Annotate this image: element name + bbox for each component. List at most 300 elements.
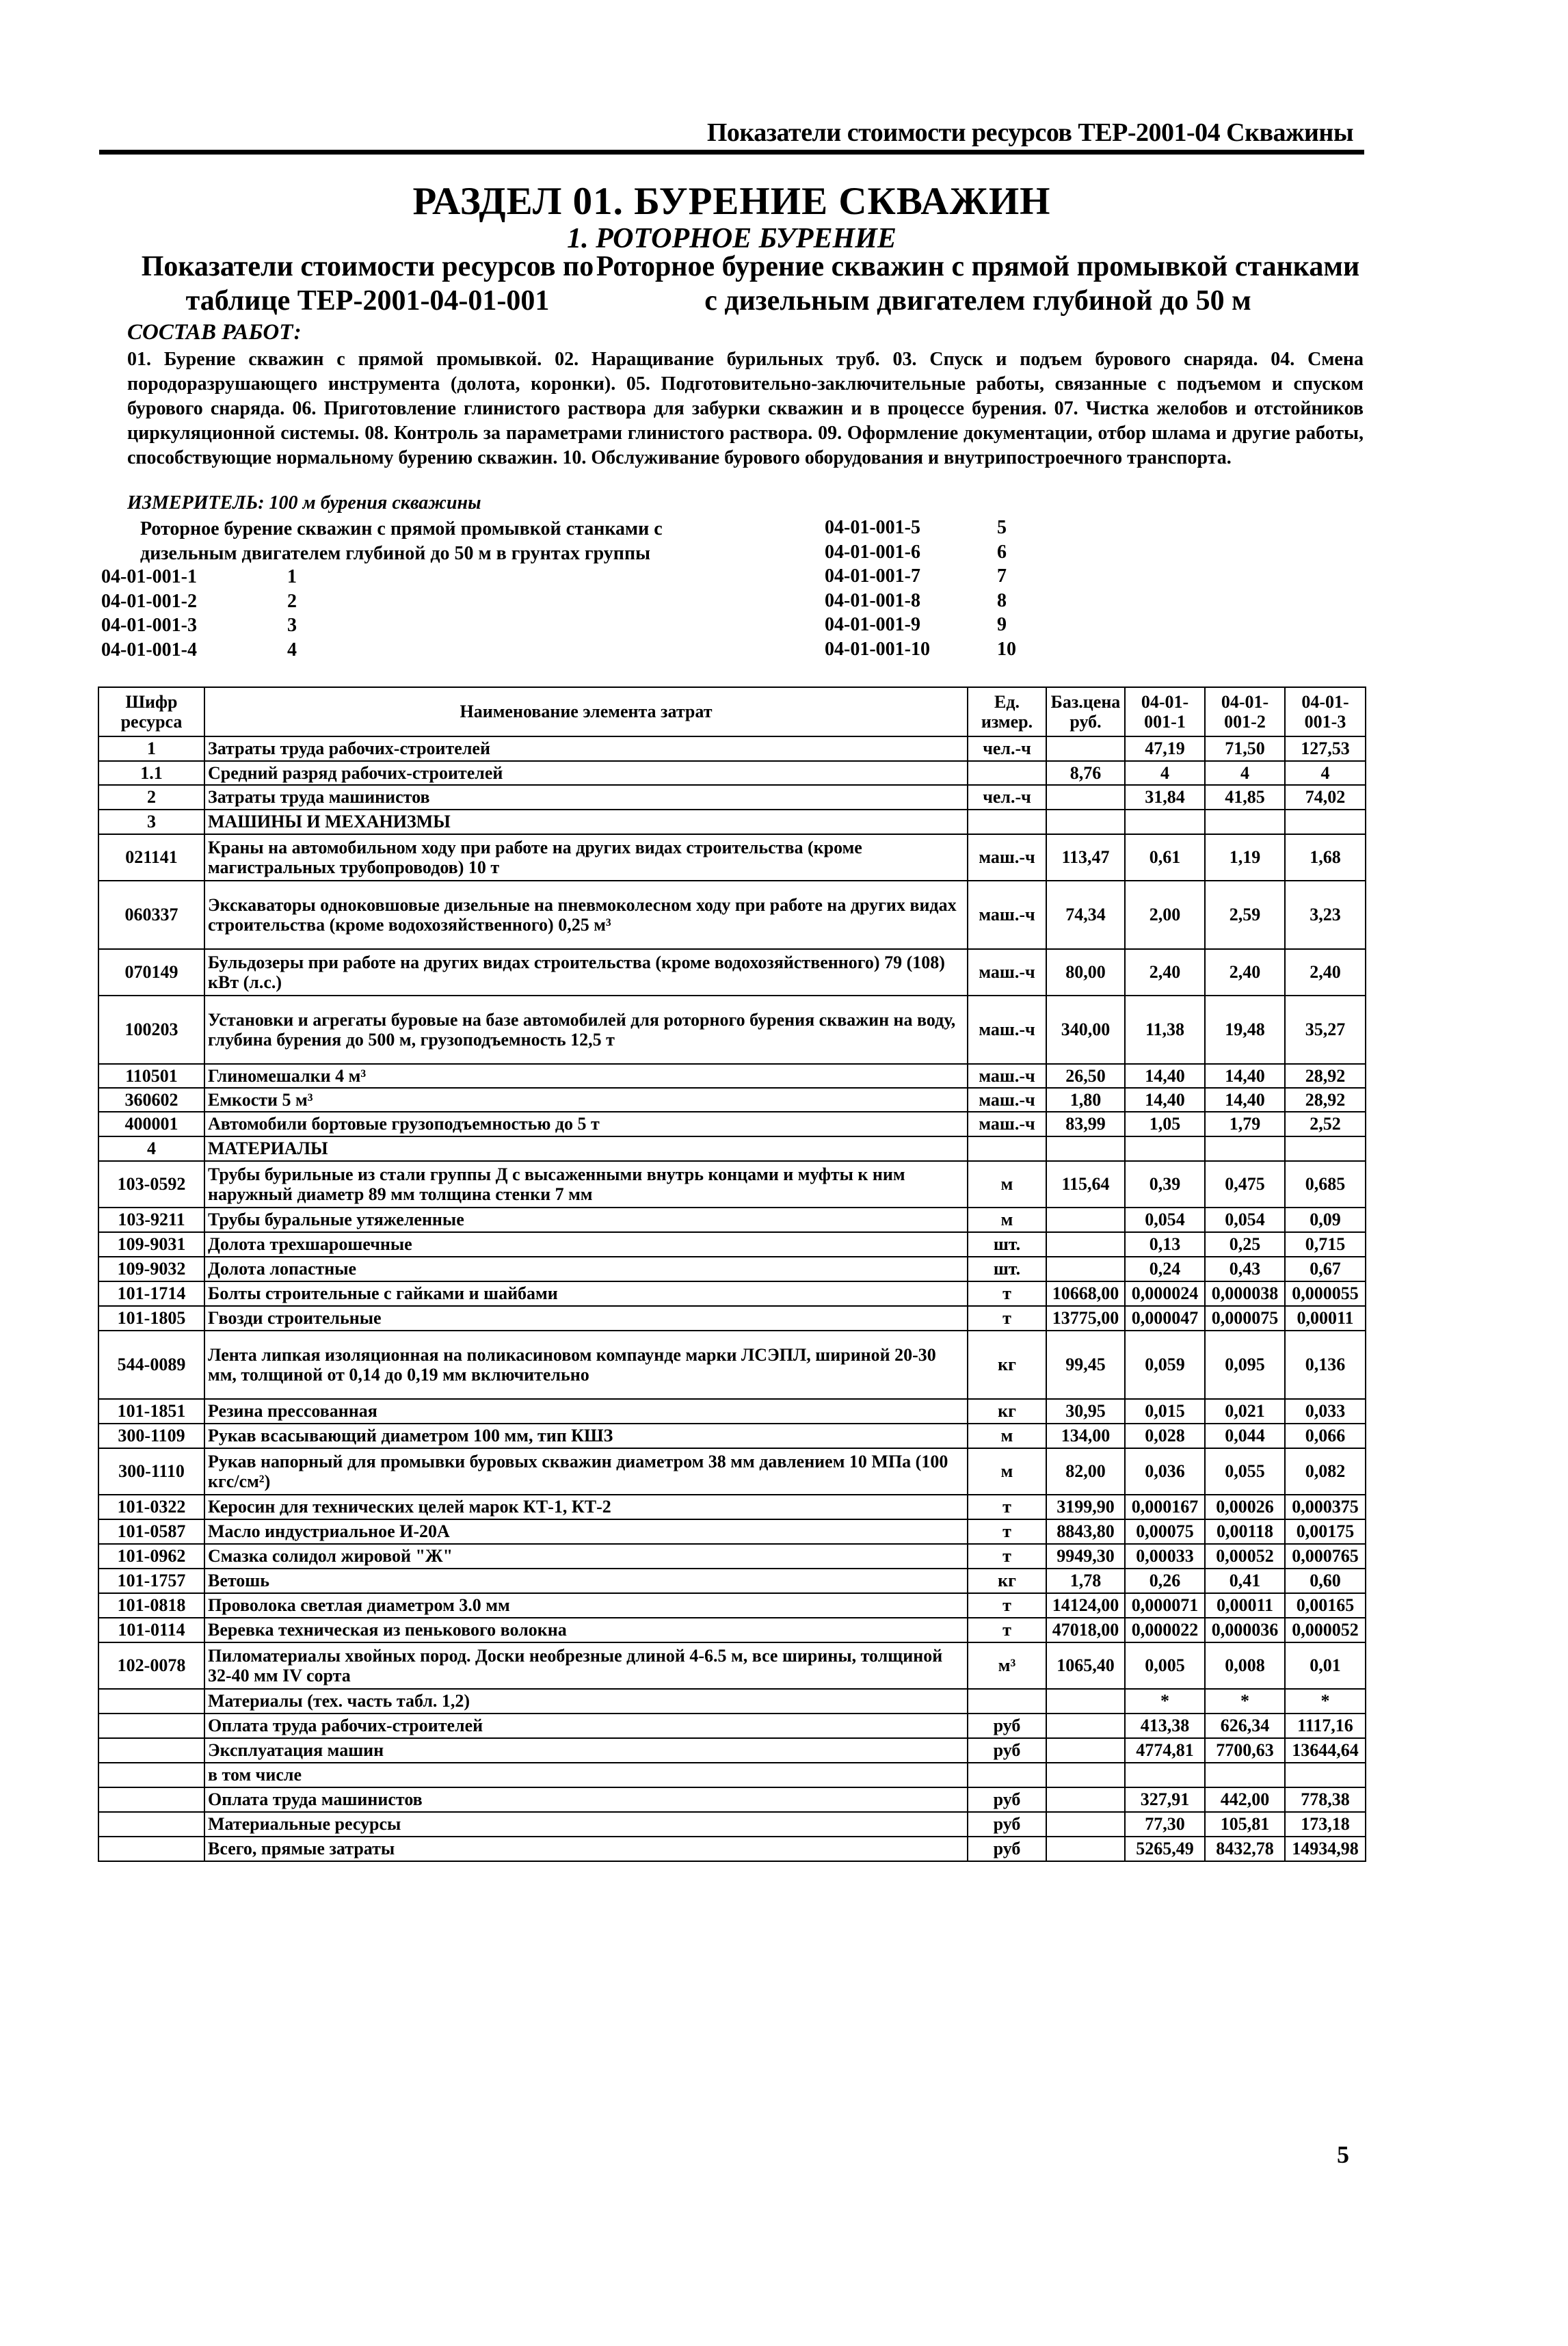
cell-base-price — [1046, 1787, 1125, 1812]
cell-code: 101-0587 — [98, 1519, 204, 1544]
cell-name: Всего, прямые затраты — [204, 1837, 968, 1861]
cell-code: 110501 — [98, 1064, 204, 1088]
cell-name: Веревка техническая из пенькового волокна — [204, 1618, 968, 1642]
cell-name: Долота трехшарошечные — [204, 1232, 968, 1257]
cell-name: Пиломатериалы хвойных пород. Доски необрезные длиной 4-6.5 м, все ширины, толщиной 32-40 мм IV сорта — [204, 1642, 968, 1689]
cell-norm-2: 0,000075 — [1205, 1306, 1285, 1331]
header-rule — [99, 150, 1364, 155]
cell-norm-2: 0,25 — [1205, 1232, 1285, 1257]
table-row — [98, 1331, 1366, 1399]
table-row — [98, 834, 1366, 881]
col-header-name: Наименование элемента затрат — [204, 687, 968, 736]
cell-norm-2: 0,43 — [1205, 1257, 1285, 1281]
cell-code: 021141 — [98, 834, 204, 881]
cell-norm-1: 2,40 — [1125, 949, 1205, 996]
table-header-row — [98, 687, 1366, 736]
cell-name: Материальные ресурсы — [204, 1812, 968, 1837]
code-group: 1 — [287, 566, 297, 587]
table-row — [98, 1519, 1366, 1544]
cell-base-price — [1046, 810, 1125, 834]
cell-norm-2: 7700,63 — [1205, 1738, 1285, 1763]
cell-unit — [968, 1689, 1046, 1714]
table-description: Роторное бурение скважин с прямой промывкой станками с дизельным двигателем глубиной до 50 м — [596, 251, 1360, 317]
cell-base-price: 83,99 — [1046, 1112, 1125, 1136]
cell-norm-2: 0,00052 — [1205, 1544, 1285, 1569]
table-row — [98, 736, 1366, 761]
cell-unit: т — [968, 1281, 1046, 1306]
cell-unit: т — [968, 1544, 1046, 1569]
cell-unit: руб — [968, 1837, 1046, 1861]
cell-name: Бульдозеры при работе на других видах строительства (кроме водохозяйственного) 79 (108) кВт (л.с.) — [204, 949, 968, 996]
cell-norm-3: 0,67 — [1285, 1257, 1366, 1281]
cell-unit: шт. — [968, 1257, 1046, 1281]
cell-norm-2 — [1205, 810, 1285, 834]
cell-name: Глиномешалки 4 м³ — [204, 1064, 968, 1088]
cell-name: Трубы бурильные из стали группы Д с высаженными внутрь концами и муфты к ним наружный диаметр 89 мм толщина стенки 7 мм — [204, 1161, 968, 1208]
table-row — [98, 996, 1366, 1064]
code-item: 04-01-001-1 — [101, 566, 197, 587]
cell-name: Емкости 5 м³ — [204, 1088, 968, 1112]
table-row — [98, 761, 1366, 785]
cell-base-price — [1046, 1136, 1125, 1161]
cell-name: Материалы (тех. часть табл. 1,2) — [204, 1689, 968, 1714]
cell-norm-3: 74,02 — [1285, 785, 1366, 810]
cell-code: 109-9032 — [98, 1257, 204, 1281]
cell-norm-1: 47,19 — [1125, 736, 1205, 761]
running-header: Показатели стоимости ресурсов ТЕР-2001-04 Скважины — [706, 118, 1353, 147]
cell-norm-2: 0,00011 — [1205, 1593, 1285, 1618]
code-group: 4 — [287, 639, 297, 661]
cell-base-price — [1046, 1689, 1125, 1714]
cell-name: Болты строительные с гайками и шайбами — [204, 1281, 968, 1306]
cell-norm-2: 4 — [1205, 761, 1285, 785]
cell-norm-2: 41,85 — [1205, 785, 1285, 810]
cell-base-price — [1046, 1837, 1125, 1861]
cell-code: 101-1805 — [98, 1306, 204, 1331]
cell-base-price: 1,78 — [1046, 1569, 1125, 1593]
table-row — [98, 1714, 1366, 1738]
code-group: 9 — [997, 614, 1007, 635]
cell-norm-1: 0,005 — [1125, 1642, 1205, 1689]
cell-norm-3 — [1285, 1136, 1366, 1161]
cell-code: 4 — [98, 1136, 204, 1161]
table-row — [98, 1448, 1366, 1495]
cell-unit: м³ — [968, 1642, 1046, 1689]
cell-name: Трубы буральные утяжеленные — [204, 1208, 968, 1232]
table-row — [98, 1738, 1366, 1763]
cell-code: 3 — [98, 810, 204, 834]
cell-base-price: 8843,80 — [1046, 1519, 1125, 1544]
table-row — [98, 1812, 1366, 1837]
cell-name: Проволока светлая диаметром 3.0 мм — [204, 1593, 968, 1618]
cell-norm-1: 77,30 — [1125, 1812, 1205, 1837]
cell-base-price: 99,45 — [1046, 1331, 1125, 1399]
cell-norm-1: 0,26 — [1125, 1569, 1205, 1593]
table-row — [98, 1787, 1366, 1812]
table-row — [98, 1161, 1366, 1208]
cell-norm-2 — [1205, 1136, 1285, 1161]
cell-norm-3: 0,000375 — [1285, 1495, 1366, 1519]
cell-name: Затраты труда рабочих-строителей — [204, 736, 968, 761]
cell-norm-1: 0,00075 — [1125, 1519, 1205, 1544]
cell-name: Гвозди строительные — [204, 1306, 968, 1331]
work-composition-heading: СОСТАВ РАБОТ: — [127, 320, 302, 345]
cell-norm-3: 173,18 — [1285, 1812, 1366, 1837]
cell-code — [98, 1738, 204, 1763]
cell-norm-1: 11,38 — [1125, 996, 1205, 1064]
cell-norm-3: 2,52 — [1285, 1112, 1366, 1136]
cell-base-price — [1046, 1714, 1125, 1738]
cell-unit: кг — [968, 1569, 1046, 1593]
cell-norm-2: * — [1205, 1689, 1285, 1714]
cell-unit: кг — [968, 1399, 1046, 1424]
section-title: РАЗДЕЛ 01. БУРЕНИЕ СКВАЖИН — [412, 180, 1051, 223]
cell-norm-2: 0,00026 — [1205, 1495, 1285, 1519]
cell-code: 101-0114 — [98, 1618, 204, 1642]
cell-unit: маш.-ч — [968, 881, 1046, 949]
cell-norm-3: 13644,64 — [1285, 1738, 1366, 1763]
table-row — [98, 1232, 1366, 1257]
cell-code: 101-0322 — [98, 1495, 204, 1519]
cell-norm-3 — [1285, 1763, 1366, 1787]
cell-norm-1: 0,39 — [1125, 1161, 1205, 1208]
cell-base-price — [1046, 1738, 1125, 1763]
cell-code: 360602 — [98, 1088, 204, 1112]
section-subtitle: 1. РОТОРНОЕ БУРЕНИЕ — [567, 223, 896, 254]
cell-norm-2: 105,81 — [1205, 1812, 1285, 1837]
cell-base-price: 134,00 — [1046, 1424, 1125, 1448]
cell-unit: т — [968, 1519, 1046, 1544]
cell-norm-1 — [1125, 1136, 1205, 1161]
cell-norm-3: 0,00175 — [1285, 1519, 1366, 1544]
cell-unit: руб — [968, 1812, 1046, 1837]
cell-name: Краны на автомобильном ходу при работе на других видах строительства (кроме магистральных трубопроводов) 10 т — [204, 834, 968, 881]
cell-unit: м — [968, 1424, 1046, 1448]
cell-base-price — [1046, 1232, 1125, 1257]
cell-base-price: 8,76 — [1046, 761, 1125, 785]
cell-base-price: 340,00 — [1046, 996, 1125, 1064]
cell-name: Ветошь — [204, 1569, 968, 1593]
cell-norm-2: 1,79 — [1205, 1112, 1285, 1136]
cell-norm-3: 28,92 — [1285, 1088, 1366, 1112]
cell-base-price: 1065,40 — [1046, 1642, 1125, 1689]
cell-name: Лента липкая изоляционная на поликасиновом компаунде марки ЛСЭПЛ, шириной 20-30 мм, толщиной от 0,14 до 0,19 мм включительно — [204, 1331, 968, 1399]
cell-unit — [968, 1136, 1046, 1161]
code-group: 10 — [997, 638, 1016, 660]
cell-norm-2: 0,41 — [1205, 1569, 1285, 1593]
code-item: 04-01-001-2 — [101, 590, 197, 612]
code-item: 04-01-001-9 — [825, 614, 920, 635]
cell-norm-3: 0,60 — [1285, 1569, 1366, 1593]
code-item: 04-01-001-7 — [825, 565, 920, 587]
cell-norm-2: 0,021 — [1205, 1399, 1285, 1424]
cell-name: Оплата труда машинистов — [204, 1787, 968, 1812]
table-row — [98, 1593, 1366, 1618]
col-header-norm-2: 04-01-001-2 — [1205, 687, 1285, 736]
resource-cost-table — [98, 687, 1366, 1862]
cell-norm-2: 1,19 — [1205, 834, 1285, 881]
cell-norm-3: 2,40 — [1285, 949, 1366, 996]
table-row — [98, 1689, 1366, 1714]
cell-name: Резина прессованная — [204, 1399, 968, 1424]
cell-base-price: 1,80 — [1046, 1088, 1125, 1112]
cell-norm-1 — [1125, 810, 1205, 834]
code-group: 7 — [997, 565, 1007, 587]
cell-norm-2: 626,34 — [1205, 1714, 1285, 1738]
cell-norm-1: 1,05 — [1125, 1112, 1205, 1136]
cell-norm-2: 2,59 — [1205, 881, 1285, 949]
cell-unit: шт. — [968, 1232, 1046, 1257]
cell-name: Автомобили бортовые грузоподъемностью до 5 т — [204, 1112, 968, 1136]
cell-base-price: 9949,30 — [1046, 1544, 1125, 1569]
table-row — [98, 1569, 1366, 1593]
cell-norm-1: 31,84 — [1125, 785, 1205, 810]
cell-norm-1: 0,000167 — [1125, 1495, 1205, 1519]
table-row — [98, 1495, 1366, 1519]
cell-norm-2: 0,000038 — [1205, 1281, 1285, 1306]
cell-norm-3: 1117,16 — [1285, 1714, 1366, 1738]
table-row — [98, 949, 1366, 996]
cell-norm-1: 0,61 — [1125, 834, 1205, 881]
cell-base-price: 113,47 — [1046, 834, 1125, 881]
table-row — [98, 1837, 1366, 1861]
cell-norm-2: 8432,78 — [1205, 1837, 1285, 1861]
cell-base-price: 13775,00 — [1046, 1306, 1125, 1331]
cell-code — [98, 1763, 204, 1787]
cell-base-price: 47018,00 — [1046, 1618, 1125, 1642]
table-row — [98, 1088, 1366, 1112]
cell-base-price: 3199,90 — [1046, 1495, 1125, 1519]
cell-code: 060337 — [98, 881, 204, 949]
cell-norm-3: 0,00165 — [1285, 1593, 1366, 1618]
cell-norm-3 — [1285, 810, 1366, 834]
cell-code: 300-1109 — [98, 1424, 204, 1448]
cell-name: Установки и агрегаты буровые на базе автомобилей для роторного бурения скважин на воду, глубина бурения до 500 м, грузоподъемность 12,5 т — [204, 996, 968, 1064]
cell-norm-1: 5265,49 — [1125, 1837, 1205, 1861]
cell-name: Экскаваторы одноковшовые дизельные на пневмоколесном ходу при работе на других видах строительства (кроме водохозяйственного) 0,25 м³ — [204, 881, 968, 949]
cell-name: МАШИНЫ И МЕХАНИЗМЫ — [204, 810, 968, 834]
cell-norm-3: 28,92 — [1285, 1064, 1366, 1088]
table-row — [98, 1618, 1366, 1642]
cell-norm-2 — [1205, 1763, 1285, 1787]
work-composition-text: 01. Бурение скважин с прямой промывкой. 02. Наращивание бурильных труб. 03. Спуск и подъем бурового снаряда. 04. Смена породоразрушающего инструмента (долота, коронки). 05. Подготовительно-заключительные работы, связанные с подъемом и спуском бурового снаряда. 06. Приготовление глинистого раствора для забурки скважин и в процессе бурения. 07. Чистка желобов и отстойников циркуляционной системы. 08. Контроль за параметрами глинистого раствора. 09. Оформление документации, отбор шлама и другие работы, способствующие нормальному бурению скважин. 10. Обслуживание бурового оборудования и внутрипостроечного транспорта. — [127, 349, 1364, 468]
cell-norm-3: 0,685 — [1285, 1161, 1366, 1208]
cell-norm-1: 0,000022 — [1125, 1618, 1205, 1642]
cell-norm-1: 0,00033 — [1125, 1544, 1205, 1569]
cell-norm-2: 0,000036 — [1205, 1618, 1285, 1642]
cell-code: 109-9031 — [98, 1232, 204, 1257]
cell-name: Керосин для технических целей марок КТ-1, КТ-2 — [204, 1495, 968, 1519]
cell-norm-3: 0,00011 — [1285, 1306, 1366, 1331]
cell-norm-1: 4774,81 — [1125, 1738, 1205, 1763]
cell-unit: руб — [968, 1714, 1046, 1738]
cell-name: Рукав всасывающий диаметром 100 мм, тип КШЗ — [204, 1424, 968, 1448]
cell-base-price: 30,95 — [1046, 1399, 1125, 1424]
col-header-norm-1: 04-01-001-1 — [1125, 687, 1205, 736]
cell-norm-3: 0,033 — [1285, 1399, 1366, 1424]
cell-name: Масло индустриальное И-20А — [204, 1519, 968, 1544]
cell-norm-2: 442,00 — [1205, 1787, 1285, 1812]
cell-norm-3: 35,27 — [1285, 996, 1366, 1064]
table-row — [98, 1642, 1366, 1689]
table-row — [98, 1424, 1366, 1448]
cell-norm-2: 14,40 — [1205, 1064, 1285, 1088]
cell-unit: м — [968, 1208, 1046, 1232]
cell-norm-1: 0,054 — [1125, 1208, 1205, 1232]
cell-norm-1: 0,015 — [1125, 1399, 1205, 1424]
cell-base-price: 82,00 — [1046, 1448, 1125, 1495]
cell-code: 101-0962 — [98, 1544, 204, 1569]
cell-unit: маш.-ч — [968, 949, 1046, 996]
cell-base-price — [1046, 1208, 1125, 1232]
cell-norm-3: 14934,98 — [1285, 1837, 1366, 1861]
cell-code: 103-0592 — [98, 1161, 204, 1208]
cell-name: в том числе — [204, 1763, 968, 1787]
cell-code: 101-1714 — [98, 1281, 204, 1306]
table-row — [98, 1208, 1366, 1232]
cell-norm-2: 2,40 — [1205, 949, 1285, 996]
cell-norm-1: 14,40 — [1125, 1064, 1205, 1088]
code-group: 6 — [997, 541, 1007, 563]
cell-norm-2: 14,40 — [1205, 1088, 1285, 1112]
cell-base-price — [1046, 785, 1125, 810]
code-group: 8 — [997, 589, 1007, 611]
cell-norm-3: 0,000055 — [1285, 1281, 1366, 1306]
cell-code — [98, 1714, 204, 1738]
cell-norm-3: 0,000765 — [1285, 1544, 1366, 1569]
cell-name: Оплата труда рабочих-строителей — [204, 1714, 968, 1738]
cell-base-price — [1046, 1763, 1125, 1787]
cell-code: 100203 — [98, 996, 204, 1064]
cell-norm-1: 0,028 — [1125, 1424, 1205, 1448]
cell-norm-3: 0,09 — [1285, 1208, 1366, 1232]
cell-unit: руб — [968, 1787, 1046, 1812]
table-row — [98, 1112, 1366, 1136]
cell-norm-3: 778,38 — [1285, 1787, 1366, 1812]
cell-norm-3: 1,68 — [1285, 834, 1366, 881]
cell-norm-3: 0,01 — [1285, 1642, 1366, 1689]
cell-code: 300-1110 — [98, 1448, 204, 1495]
cell-code: 101-1757 — [98, 1569, 204, 1593]
cell-code: 400001 — [98, 1112, 204, 1136]
cell-unit — [968, 810, 1046, 834]
cell-base-price: 80,00 — [1046, 949, 1125, 996]
code-item: 04-01-001-10 — [825, 638, 930, 660]
cell-code — [98, 1812, 204, 1837]
cell-base-price: 26,50 — [1046, 1064, 1125, 1088]
cell-code — [98, 1787, 204, 1812]
cell-unit: маш.-ч — [968, 834, 1046, 881]
cell-norm-1: 0,036 — [1125, 1448, 1205, 1495]
col-header-base-price: Баз.цена руб. — [1046, 687, 1125, 736]
code-item: 04-01-001-6 — [825, 541, 920, 563]
cell-norm-1: 0,000071 — [1125, 1593, 1205, 1618]
cell-norm-2: 19,48 — [1205, 996, 1285, 1064]
cell-norm-2: 0,095 — [1205, 1331, 1285, 1399]
cell-code: 101-0818 — [98, 1593, 204, 1618]
cell-base-price: 74,34 — [1046, 881, 1125, 949]
cell-unit: чел.-ч — [968, 736, 1046, 761]
code-item: 04-01-001-4 — [101, 639, 197, 661]
cell-base-price — [1046, 736, 1125, 761]
col-header-norm-3: 04-01-001-3 — [1285, 687, 1366, 736]
cell-unit: чел.-ч — [968, 785, 1046, 810]
cell-code: 101-1851 — [98, 1399, 204, 1424]
cell-norm-2: 0,055 — [1205, 1448, 1285, 1495]
cell-unit — [968, 761, 1046, 785]
cell-name: Долота лопастные — [204, 1257, 968, 1281]
cell-norm-3: 0,082 — [1285, 1448, 1366, 1495]
cell-unit: маш.-ч — [968, 1064, 1046, 1088]
table-row — [98, 1763, 1366, 1787]
table-row — [98, 1136, 1366, 1161]
cell-unit — [968, 1763, 1046, 1787]
cell-norm-3: 0,066 — [1285, 1424, 1366, 1448]
code-item: 04-01-001-8 — [825, 589, 920, 611]
cell-unit: т — [968, 1593, 1046, 1618]
cell-base-price — [1046, 1812, 1125, 1837]
table-row — [98, 785, 1366, 810]
cell-unit: кг — [968, 1331, 1046, 1399]
table-row — [98, 881, 1366, 949]
cell-base-price: 14124,00 — [1046, 1593, 1125, 1618]
code-group: 5 — [997, 517, 1007, 538]
cell-norm-1: 14,40 — [1125, 1088, 1205, 1112]
table-row — [98, 1064, 1366, 1088]
table-row — [98, 1306, 1366, 1331]
cell-unit: м — [968, 1161, 1046, 1208]
cell-name: Эксплуатация машин — [204, 1738, 968, 1763]
cell-unit: т — [968, 1306, 1046, 1331]
cell-code: 1 — [98, 736, 204, 761]
cell-name: Рукав напорный для промывки буровых скважин диаметром 38 мм давлением 10 МПа (100 кгс/см²) — [204, 1448, 968, 1495]
table-row — [98, 1257, 1366, 1281]
cell-unit: маш.-ч — [968, 1088, 1046, 1112]
cell-base-price: 115,64 — [1046, 1161, 1125, 1208]
cell-norm-1: 327,91 — [1125, 1787, 1205, 1812]
cell-norm-1: 0,000047 — [1125, 1306, 1205, 1331]
cell-norm-2: 0,054 — [1205, 1208, 1285, 1232]
cell-norm-1: 0,24 — [1125, 1257, 1205, 1281]
cell-unit: т — [968, 1618, 1046, 1642]
code-group: 2 — [287, 590, 297, 612]
cell-norm-1: 0,13 — [1125, 1232, 1205, 1257]
cell-code: 103-9211 — [98, 1208, 204, 1232]
cell-code — [98, 1689, 204, 1714]
cell-norm-1: 2,00 — [1125, 881, 1205, 949]
page-number: 5 — [1337, 2141, 1349, 2168]
cell-unit: маш.-ч — [968, 996, 1046, 1064]
table-row — [98, 810, 1366, 834]
cell-norm-2: 0,00118 — [1205, 1519, 1285, 1544]
table-row — [98, 1281, 1366, 1306]
cell-base-price: 10668,00 — [1046, 1281, 1125, 1306]
cell-code — [98, 1837, 204, 1861]
cell-code: 544-0089 — [98, 1331, 204, 1399]
cell-norm-2: 71,50 — [1205, 736, 1285, 761]
table-identifier: Показатели стоимости ресурсов по таблице ТЕР-2001-04-01-001 — [141, 251, 594, 317]
cell-norm-1: 4 — [1125, 761, 1205, 785]
cell-code: 070149 — [98, 949, 204, 996]
cell-code: 1.1 — [98, 761, 204, 785]
cell-norm-2: 0,475 — [1205, 1161, 1285, 1208]
cell-norm-1: 413,38 — [1125, 1714, 1205, 1738]
cell-norm-2: 0,044 — [1205, 1424, 1285, 1448]
code-item: 04-01-001-3 — [101, 615, 197, 636]
cell-unit: маш.-ч — [968, 1112, 1046, 1136]
cell-norm-3: * — [1285, 1689, 1366, 1714]
cell-norm-3: 0,715 — [1285, 1232, 1366, 1257]
